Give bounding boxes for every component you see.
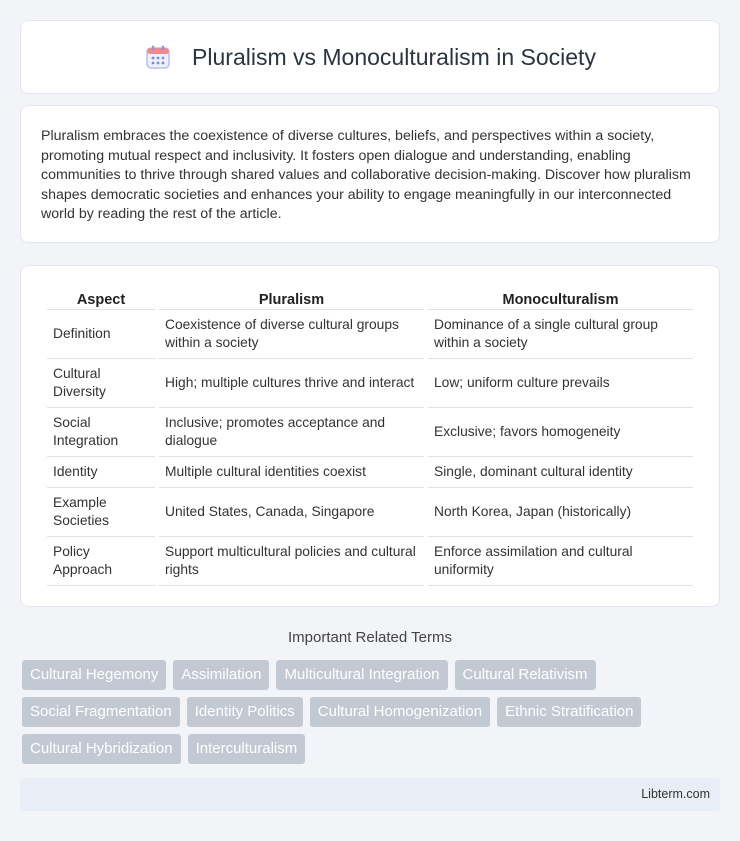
column-header-monoculturalism: Monoculturalism — [428, 286, 693, 310]
table-cell: Definition — [47, 310, 155, 359]
table-cell: Identity — [47, 457, 155, 488]
table-cell: United States, Canada, Singapore — [159, 488, 424, 537]
table-row — [47, 408, 693, 457]
calendar-icon — [144, 43, 172, 71]
table-row — [47, 359, 693, 408]
table-cell: Social Integration — [47, 408, 155, 457]
table-cell: Dominance of a single cultural group within a society — [428, 310, 693, 359]
comparison-table — [43, 286, 697, 586]
term-tag[interactable]: Cultural Homogenization — [310, 697, 490, 727]
table-row — [47, 537, 693, 586]
table-header-row — [47, 286, 693, 310]
table-row — [47, 488, 693, 537]
column-header-pluralism: Pluralism — [159, 286, 424, 310]
table-cell: Cultural Diversity — [47, 359, 155, 408]
term-tag[interactable]: Interculturalism — [188, 734, 306, 764]
table-cell: Example Societies — [47, 488, 155, 537]
term-tag[interactable]: Social Fragmentation — [22, 697, 180, 727]
column-header-aspect: Aspect — [47, 286, 155, 310]
table-cell: Inclusive; promotes acceptance and dialogue — [159, 408, 424, 457]
term-tag[interactable]: Ethnic Stratification — [497, 697, 641, 727]
term-tag[interactable]: Multicultural Integration — [276, 660, 447, 690]
related-terms-title: Important Related Terms — [288, 629, 452, 646]
table-cell: High; multiple cultures thrive and interact — [159, 359, 424, 408]
table-cell: Support multicultural policies and cultural rights — [159, 537, 424, 586]
related-terms-list — [22, 660, 720, 764]
page-title: Pluralism vs Monoculturalism in Society — [192, 43, 596, 70]
comparison-card — [20, 265, 720, 607]
term-tag[interactable]: Cultural Hegemony — [22, 660, 166, 690]
intro-paragraph: Pluralism embraces the coexistence of diverse cultures, beliefs, and perspectives within a society, promoting mutual respect and inclusivity. It fosters open dialogue and understanding, enabling communities to thrive through shared values and collaborative decision-making. Discover how pluralism shapes democratic societies and enhances your ability to engage meaningfully in our interconnected world by reading the rest of the article. — [41, 128, 691, 222]
footer — [20, 778, 720, 811]
table-cell: Multiple cultural identities coexist — [159, 457, 424, 488]
table-row — [47, 310, 693, 359]
term-tag[interactable]: Cultural Relativism — [455, 660, 596, 690]
table-cell: Enforce assimilation and cultural uniformity — [428, 537, 693, 586]
table-cell: Exclusive; favors homogeneity — [428, 408, 693, 457]
table-cell: Single, dominant cultural identity — [428, 457, 693, 488]
intro-card — [20, 105, 720, 243]
table-cell: Coexistence of diverse cultural groups within a society — [159, 310, 424, 359]
table-cell: Policy Approach — [47, 537, 155, 586]
term-tag[interactable]: Assimilation — [173, 660, 269, 690]
table-cell: Low; uniform culture prevails — [428, 359, 693, 408]
footer-site-link[interactable]: Libterm.com — [641, 787, 710, 801]
term-tag[interactable]: Cultural Hybridization — [22, 734, 181, 764]
term-tag[interactable]: Identity Politics — [187, 697, 303, 727]
title-card — [20, 20, 720, 94]
table-row — [47, 457, 693, 488]
table-cell: North Korea, Japan (historically) — [428, 488, 693, 537]
